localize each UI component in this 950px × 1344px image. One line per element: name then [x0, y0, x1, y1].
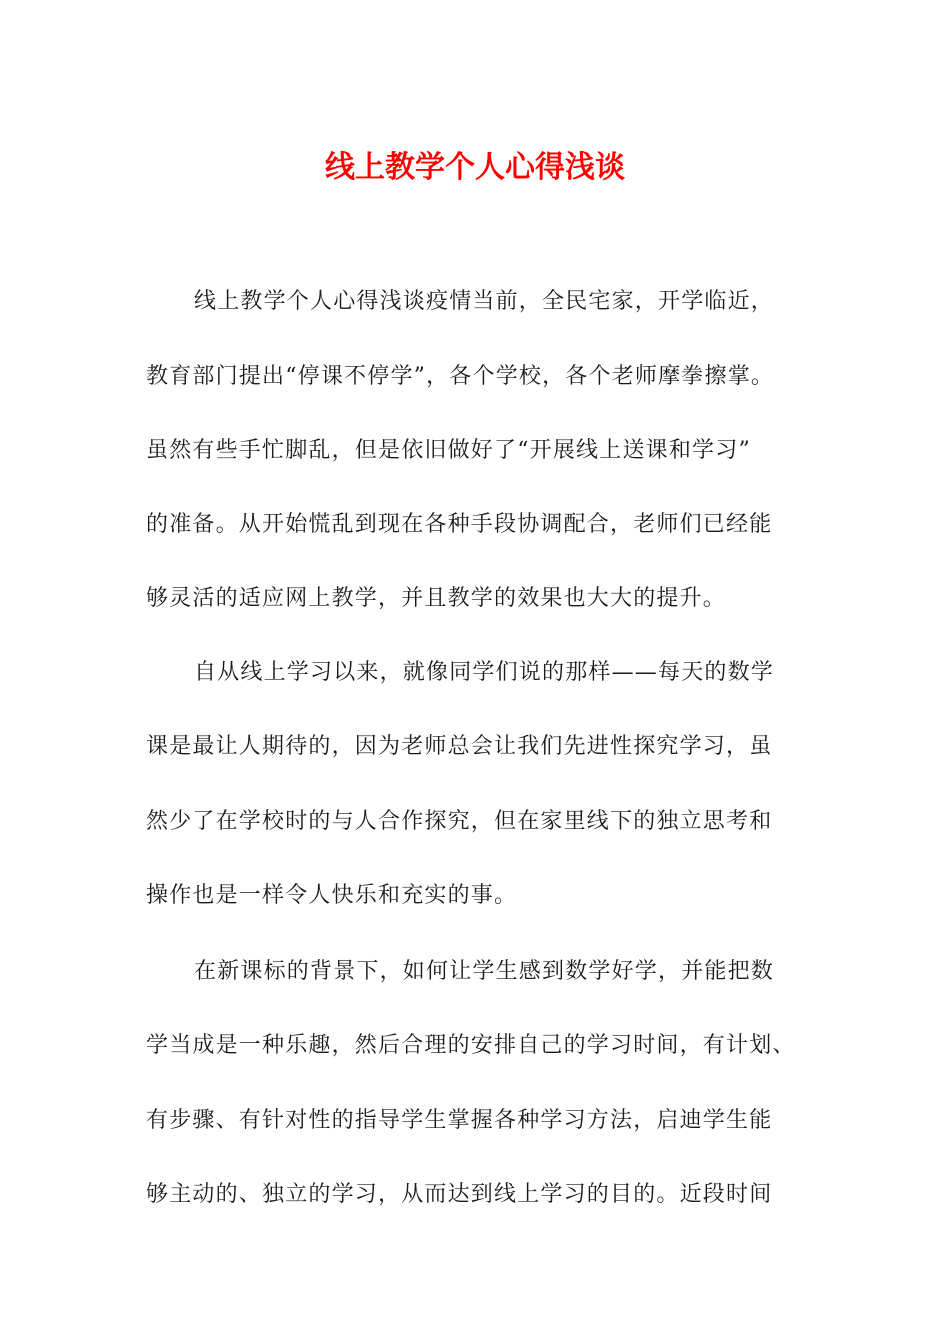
text-line: 操作也是一样令人快乐和充实的事。: [146, 883, 518, 908]
text-line: 在新课标的背景下，如何让学生感到数学好学，并能把数: [194, 959, 775, 984]
text-line: 自从线上学习以来，就像同学们说的那样——每天的数学: [194, 660, 775, 685]
text-line: 虽然有些手忙脚乱，但是依旧做好了“开展线上送课和学习”: [146, 438, 751, 463]
text-line: 教育部门提出“停课不停学”，各个学校，各个老师摩拳擦掌。: [146, 364, 775, 389]
text-line: 课是最让人期待的，因为老师总会让我们先进性探究学习，虽: [146, 734, 773, 759]
text-line: 学当成是一种乐趣，然后合理的安排自己的学习时间，有计划、: [146, 1033, 796, 1058]
text-line: 线上教学个人心得浅谈疫情当前，全民宅家，开学临近，: [194, 289, 775, 314]
text-line: 有步骤、有针对性的指导学生掌握各种学习方法，启迪学生能: [146, 1108, 773, 1133]
text-line: 够主动的、独立的学习，从而达到线上学习的目的。近段时间: [146, 1182, 773, 1207]
text-line: 够灵活的适应网上教学，并且教学的效果也大大的提升。: [146, 586, 727, 611]
text-line: 的准备。从开始慌乱到现在各种手段协调配合，老师们已经能: [146, 512, 773, 537]
document-title: 线上教学个人心得浅谈: [325, 150, 625, 185]
text-line: 然少了在学校时的与人合作探究，但在家里线下的独立思考和: [146, 809, 773, 834]
